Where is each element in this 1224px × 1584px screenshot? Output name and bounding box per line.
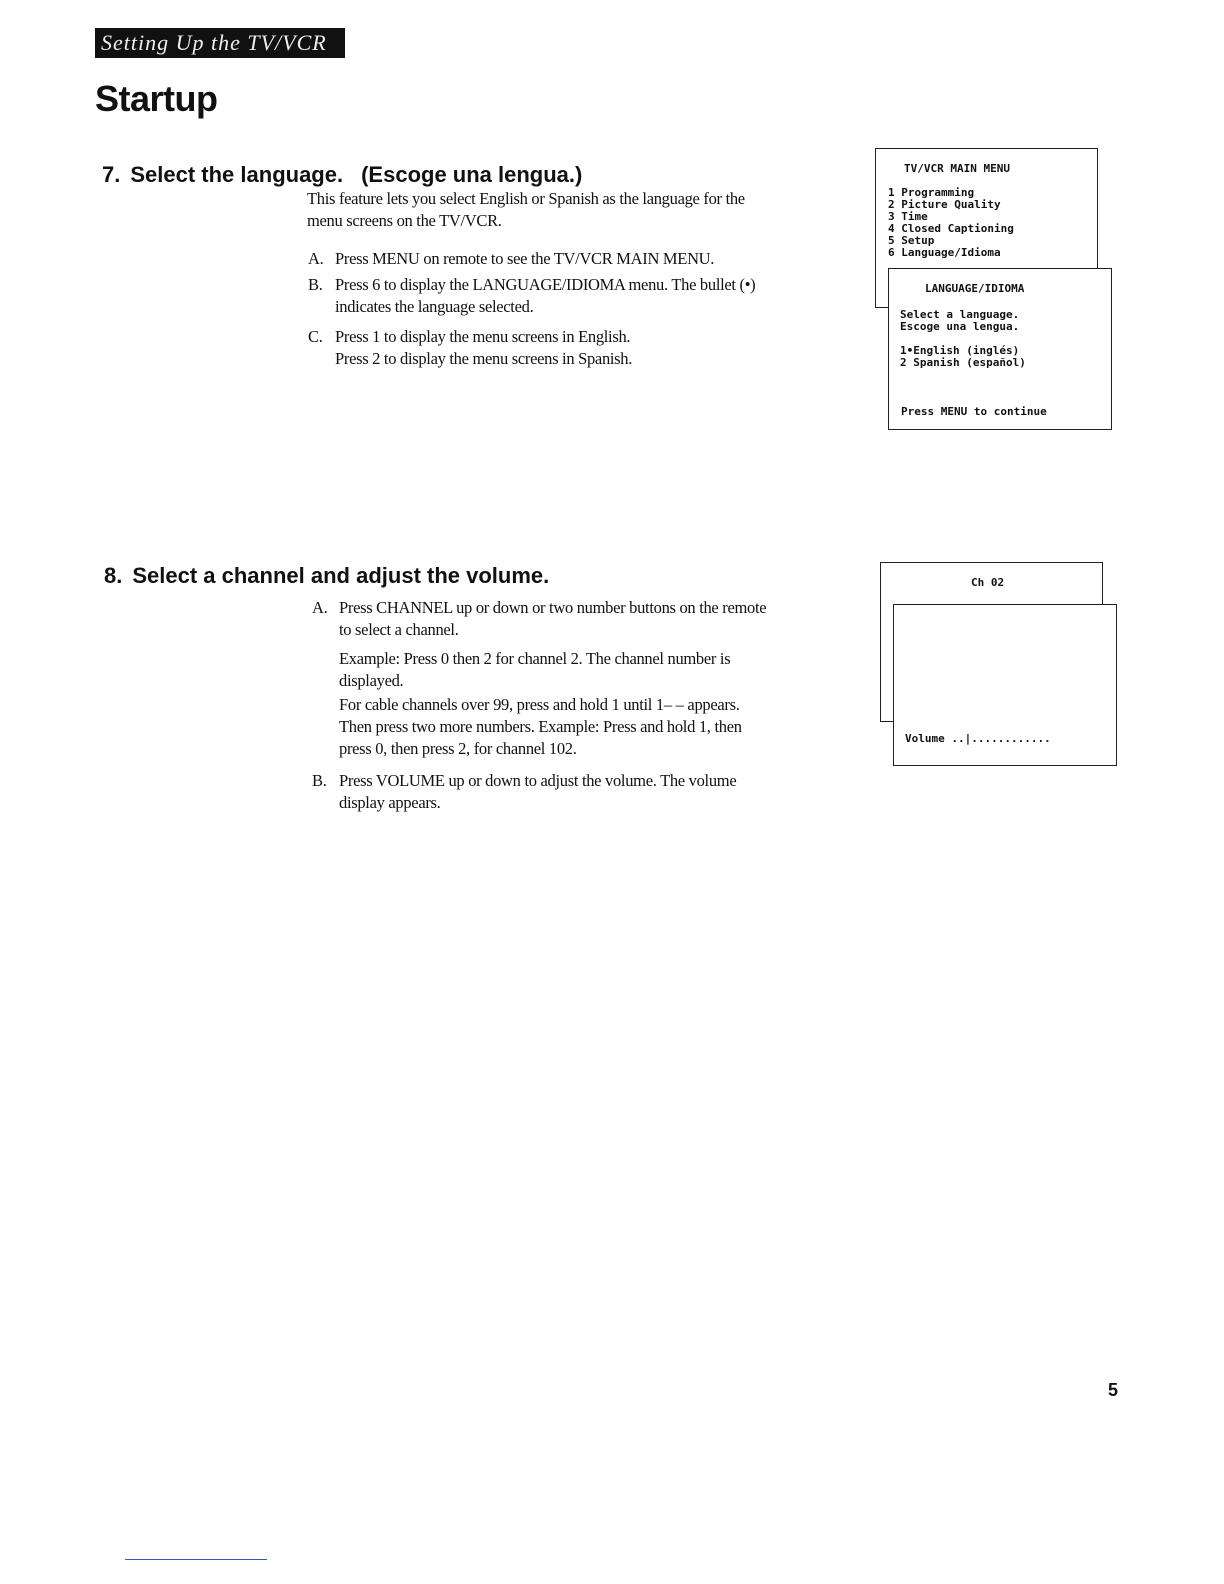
step-8-item-b (312, 770, 857, 816)
item-letter: A. (312, 598, 328, 617)
volume-screen (893, 604, 1117, 766)
language-menu-screen (888, 268, 1112, 430)
step-7-item-b (308, 274, 848, 320)
step-7-heading (102, 162, 582, 188)
step-8-heading (104, 563, 549, 589)
item-line: display appears. (339, 793, 441, 812)
item-line: Press MENU on remote to see the TV/VCR MAIN MENU. (335, 249, 715, 268)
volume-display: Volume ..|............ (905, 732, 1051, 745)
item-letter: B. (312, 771, 327, 790)
item-line: Press CHANNEL up or down or two number buttons on the remote (339, 598, 767, 617)
main-menu-item: 3 Time (888, 210, 928, 223)
language-option-spanish: 2 Spanish (español) (900, 356, 1026, 369)
item-line: For cable channels over 99, press and hold 1 until 1– – appears. (339, 695, 740, 714)
language-menu-prompt: Select a language. (900, 308, 1020, 321)
step-7-intro-line: menu screens on the TV/VCR. (307, 211, 502, 230)
step-7-title: Select the language. (130, 162, 344, 187)
main-menu-item: 2 Picture Quality (888, 198, 1001, 211)
step-7-intro (307, 188, 745, 232)
item-line: Example: Press 0 then 2 for channel 2. The channel number is (339, 649, 731, 668)
step-8-title: Select a channel and adjust the volume. (132, 563, 550, 588)
main-menu-item: 5 Setup (888, 234, 935, 247)
step-7-number: 7. (102, 162, 121, 187)
item-line: to select a channel. (339, 620, 459, 639)
page-number: 5 (1108, 1380, 1119, 1400)
page-title: Startup (95, 78, 218, 119)
main-menu-item: 4 Closed Captioning (888, 222, 1014, 235)
item-letter: C. (308, 327, 323, 346)
item-letter: A. (308, 249, 324, 268)
item-line: Press 6 to display the LANGUAGE/IDIOMA menu. The bullet (•) (335, 275, 756, 294)
section-header-bar: Setting Up the TV/VCR (95, 28, 345, 58)
language-menu-footer: Press MENU to continue (901, 405, 1047, 418)
step-8-number: 8. (104, 563, 123, 588)
step-8-example (312, 648, 857, 694)
main-menu-item: 6 Language/Idioma (888, 246, 1001, 259)
main-menu-item: 1 Programming (888, 186, 975, 199)
item-line: Press 1 to display the menu screens in English. (335, 327, 631, 346)
channel-number-display: Ch 02 (971, 576, 1005, 589)
language-menu-prompt: Escoge una lengua. (900, 320, 1020, 333)
item-line: Then press two more numbers. Example: Press and hold 1, then (339, 717, 742, 736)
item-line: press 0, then press 2, for channel 102. (339, 739, 577, 758)
item-line: Press 2 to display the menu screens in Spanish. (335, 349, 633, 368)
item-line: displayed. (339, 671, 404, 690)
step-7-item-c (308, 326, 848, 372)
language-menu-title: LANGUAGE/IDIOMA (925, 282, 1025, 295)
main-menu-title: TV/VCR MAIN MENU (904, 162, 1010, 175)
step-7-intro-line: This feature lets you select English or Spanish as the language for the (307, 189, 745, 208)
footer-rule (125, 1559, 267, 1560)
item-line: Press VOLUME up or down to adjust the volume. The volume (339, 771, 737, 790)
step-7-item-a (308, 248, 848, 272)
language-option-english: 1•English (inglés) (900, 344, 1020, 357)
item-line: indicates the language selected. (335, 297, 534, 316)
step-7-title-spanish: (Escoge una lengua.) (361, 162, 583, 187)
step-8-item-a (312, 597, 857, 643)
step-8-cable-note (312, 694, 857, 762)
item-letter: B. (308, 275, 323, 294)
